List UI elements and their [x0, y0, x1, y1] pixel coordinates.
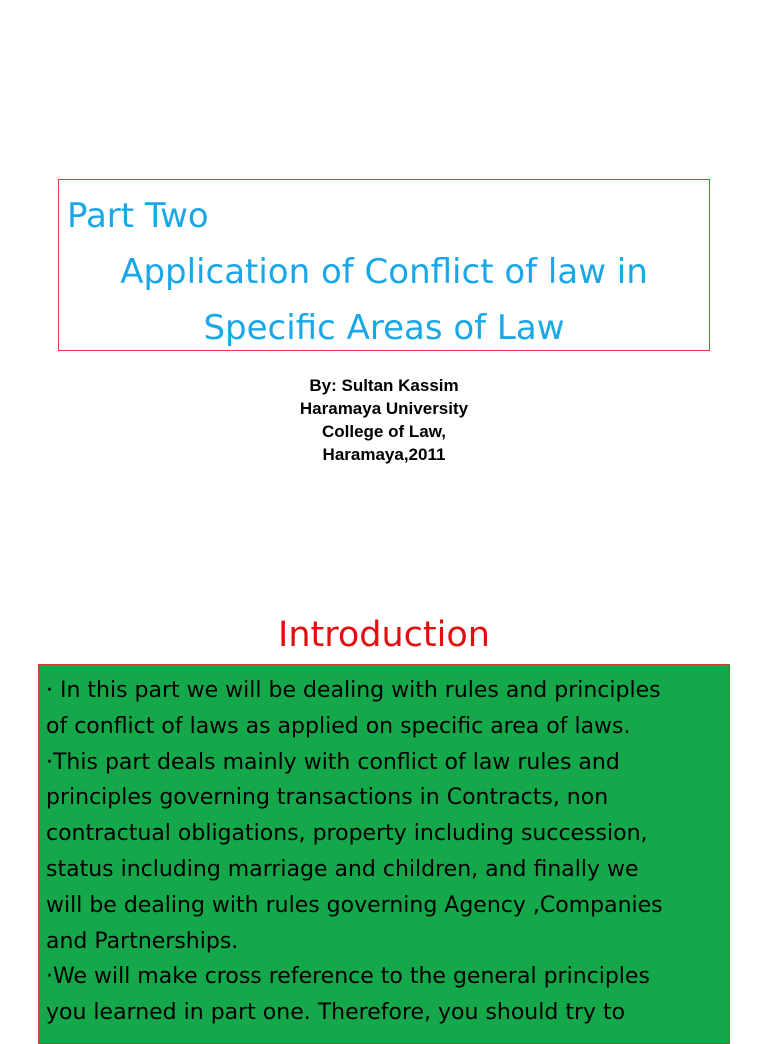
intro-text — [46, 673, 730, 1031]
intro-line: ·This part deals mainly with conflict of law rules and — [46, 749, 620, 775]
intro-line: of conflict of laws as applied on specific area of laws. — [46, 713, 631, 739]
author: By: Sultan Kassim — [309, 376, 459, 395]
intro-slide — [0, 512, 768, 1024]
college: College of Law, — [321, 422, 447, 441]
intro-line: will be dealing with rules governing Agency ,Companies — [46, 892, 663, 918]
title-slide — [0, 0, 768, 512]
intro-line: principles governing transactions in Contracts, non — [46, 785, 609, 811]
university: Haramaya University — [299, 399, 469, 418]
intro-line: contractual obligations, property including succession, — [46, 821, 648, 847]
intro-line: and Partnerships. — [46, 928, 239, 954]
intro-line: · In this part we will be dealing with rules and principles — [46, 678, 661, 703]
intro-heading: Introduction — [278, 615, 490, 655]
intro-line: status including marriage and children, and finally we — [46, 856, 639, 882]
intro-line: you learned in part one. Therefore, you should try to — [46, 1000, 626, 1026]
title-box — [58, 179, 710, 351]
byline — [0, 374, 768, 466]
place-year: Haramaya,2011 — [322, 445, 446, 464]
part-label: Part Two — [67, 196, 209, 236]
intro-line: ·We will make cross reference to the general principles — [46, 964, 650, 990]
title-line-1: Application of Conflict of law in — [120, 252, 648, 292]
intro-text-box — [38, 664, 730, 1044]
title-line-2: Specific Areas of Law — [203, 308, 565, 348]
